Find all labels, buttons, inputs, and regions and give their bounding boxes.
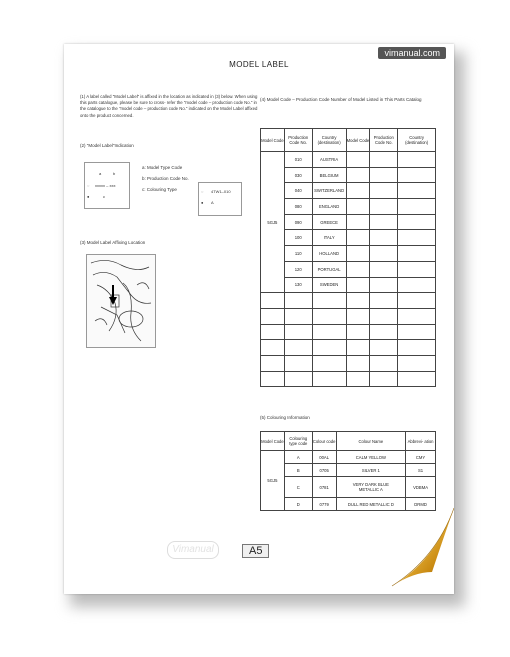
empty-cell: [284, 293, 312, 309]
empty-cell: [398, 324, 436, 340]
table-row: [261, 308, 436, 324]
page-title: MODEL LABEL: [229, 60, 289, 69]
empty-cell: [312, 293, 346, 309]
table-row: [261, 324, 436, 340]
header-colouring-type: Colouring type code: [284, 432, 312, 451]
empty-cell: [312, 371, 346, 387]
label-c: c: [103, 194, 105, 199]
abbr-cell: DRMD: [406, 498, 436, 511]
country-cell: SWEDEN: [312, 277, 346, 293]
empty-cell: [346, 199, 370, 215]
model-label-sample: [84, 162, 130, 209]
empty-cell: [370, 152, 398, 168]
empty-cell: [346, 183, 370, 199]
legend-c: c: Colouring Type: [142, 187, 177, 192]
empty-cell: [370, 214, 398, 230]
model-label-example: [198, 182, 242, 216]
table-row: [261, 371, 436, 387]
empty-cell: [312, 340, 346, 356]
empty-cell: [370, 308, 398, 324]
production-code-cell: 030: [284, 167, 312, 183]
empty-cell: [370, 261, 398, 277]
empty-cell: [261, 308, 285, 324]
empty-cell: [346, 167, 370, 183]
example-code: 4TW1–010: [211, 189, 231, 194]
empty-cell: [346, 230, 370, 246]
empty-cell: [398, 293, 436, 309]
production-code-cell: 130: [284, 277, 312, 293]
legend-a: a: Model Type Code: [142, 165, 183, 170]
empty-cell: [346, 371, 370, 387]
section-3-heading: (3) Model Label Affixing Location: [80, 240, 146, 245]
section-4-heading: (4) Model Code – Production Code Number of Model Listed in This Parts Catalog: [260, 97, 422, 102]
empty-cell: [261, 340, 285, 356]
table-row: [261, 477, 436, 498]
empty-cell: [346, 214, 370, 230]
production-code-cell: 080: [284, 199, 312, 215]
empty-cell: [398, 277, 436, 293]
empty-cell: [284, 340, 312, 356]
table-row: [261, 451, 436, 464]
header-country-2: Country (destination): [398, 129, 436, 152]
empty-cell: [398, 199, 436, 215]
catalog-page: [64, 44, 454, 594]
country-cell: AUSTRIA: [312, 152, 346, 168]
colour-name-cell: CALM YELLOW: [336, 451, 406, 464]
empty-cell: [284, 355, 312, 371]
production-code-cell: 010: [284, 152, 312, 168]
production-code-cell: 110: [284, 246, 312, 262]
empty-cell: [398, 152, 436, 168]
colour-name-cell: SILVER 1: [336, 464, 406, 477]
empty-cell: [370, 277, 398, 293]
country-cell: BELGIUM: [312, 167, 346, 183]
colour-code-cell: 00AL: [312, 451, 336, 464]
empty-cell: [398, 261, 436, 277]
colour-code-cell: 0781: [312, 477, 336, 498]
empty-cell: [284, 371, 312, 387]
empty-cell: [370, 199, 398, 215]
empty-cell: [398, 183, 436, 199]
abbr-cell: CMY: [406, 451, 436, 464]
label-legend: [142, 162, 189, 195]
label-b: b: [113, 171, 116, 176]
empty-cell: [370, 230, 398, 246]
empty-cell: [346, 246, 370, 262]
empty-cell: [370, 293, 398, 309]
footer-logo: Vimanual: [167, 541, 219, 559]
empty-cell: [398, 355, 436, 371]
table-row: [261, 152, 436, 168]
abbr-cell: S1: [406, 464, 436, 477]
header-model-code: Model Code: [261, 432, 285, 451]
label-a: a: [99, 171, 102, 176]
table-row: [261, 183, 436, 199]
empty-cell: [312, 308, 346, 324]
table-header-row: [261, 432, 436, 451]
dot-icon: ●: [87, 194, 90, 199]
empty-cell: [284, 324, 312, 340]
country-cell: ENGLAND: [312, 199, 346, 215]
empty-cell: [312, 324, 346, 340]
example-colour: A: [211, 200, 214, 205]
empty-cell: [346, 324, 370, 340]
empty-cell: [370, 167, 398, 183]
type-cell: D: [284, 498, 312, 511]
header-colour-name: Colour Name: [336, 432, 406, 451]
empty-cell: [261, 371, 285, 387]
header-abbreviation: Abbrevi- ation: [406, 432, 436, 451]
label-code-row: xxxxx – xxx: [95, 183, 116, 188]
type-cell: C: [284, 477, 312, 498]
empty-cell: [346, 340, 370, 356]
empty-cell: [346, 277, 370, 293]
colour-code-cell: 0705: [312, 464, 336, 477]
empty-cell: [312, 355, 346, 371]
empty-cell: [398, 308, 436, 324]
country-cell: SWITZERLAND: [312, 183, 346, 199]
empty-cell: [370, 340, 398, 356]
colour-name-cell: DULL RED METALLIC D: [336, 498, 406, 511]
empty-cell: [370, 355, 398, 371]
country-cell: PORTUGAL: [312, 261, 346, 277]
table-row: [261, 167, 436, 183]
intro-text: (1) A label called "Model Label" is affixed in the location as indicated in (3) below. When using this parts catalogue, please be sure to cross- refer the "model code – production code No." in the catalogue to the "model code – production code No." indicated on the Model Label affixed onto the product concerned.: [80, 94, 258, 118]
production-code-cell: 120: [284, 261, 312, 277]
empty-cell: [261, 355, 285, 371]
table-row: [261, 214, 436, 230]
production-code-cell: 040: [284, 183, 312, 199]
table-row: [261, 277, 436, 293]
page-curl-icon: [380, 502, 454, 594]
table-row: [261, 246, 436, 262]
empty-cell: [346, 355, 370, 371]
empty-cell: [398, 214, 436, 230]
country-cell: GREECE: [312, 214, 346, 230]
label-location-figure: [86, 254, 156, 348]
country-cell: HOLLAND: [312, 246, 346, 262]
empty-cell: [346, 293, 370, 309]
empty-cell: [370, 324, 398, 340]
model-code-cell: 5GJ5: [261, 152, 285, 293]
empty-cell: [346, 261, 370, 277]
header-country: Country (destination): [312, 129, 346, 152]
motorcycle-frame-drawing: [87, 255, 155, 347]
circle-icon: ○: [201, 189, 204, 194]
colour-name-cell: VERY DARK BLUE METALLIC A: [336, 477, 406, 498]
production-code-table: [260, 128, 436, 387]
table-header-row: [261, 129, 436, 152]
empty-cell: [370, 371, 398, 387]
table-row: [261, 230, 436, 246]
empty-cell: [261, 324, 285, 340]
page-number: A5: [242, 544, 269, 558]
header-model-code-2: Model Code: [346, 129, 370, 152]
table-row: [261, 199, 436, 215]
legend-b: b: Production Code No.: [142, 176, 189, 181]
table-row: [261, 261, 436, 277]
empty-cell: [398, 371, 436, 387]
section-2-heading: (2) "Model Label"Indication: [80, 143, 134, 148]
model-code-cell: 5GJ5: [261, 451, 285, 511]
empty-cell: [261, 293, 285, 309]
dot-icon: ●: [201, 200, 204, 205]
type-cell: A: [284, 451, 312, 464]
abbr-cell: VDBMA: [406, 477, 436, 498]
section-5-heading: (5) Colouring Information: [260, 415, 310, 420]
header-model-code: Model Code: [261, 129, 285, 152]
watermark[interactable]: vimanual.com: [378, 47, 446, 59]
empty-cell: [398, 340, 436, 356]
empty-cell: [398, 167, 436, 183]
type-cell: B: [284, 464, 312, 477]
country-cell: ITALY: [312, 230, 346, 246]
table-row: [261, 355, 436, 371]
empty-cell: [370, 183, 398, 199]
production-code-cell: 100: [284, 230, 312, 246]
table-row: [261, 464, 436, 477]
empty-cell: [398, 246, 436, 262]
production-code-cell: 090: [284, 214, 312, 230]
header-colour-code: Colour code: [312, 432, 336, 451]
colouring-table: [260, 431, 436, 511]
circle-icon: ○: [87, 183, 90, 188]
empty-cell: [370, 246, 398, 262]
empty-cell: [346, 308, 370, 324]
table-row: [261, 293, 436, 309]
table-row: [261, 340, 436, 356]
empty-cell: [284, 308, 312, 324]
empty-cell: [398, 230, 436, 246]
header-production-code: Production Code No.: [284, 129, 312, 152]
header-production-code-2: Production Code No.: [370, 129, 398, 152]
empty-cell: [346, 152, 370, 168]
colour-code-cell: 0779: [312, 498, 336, 511]
